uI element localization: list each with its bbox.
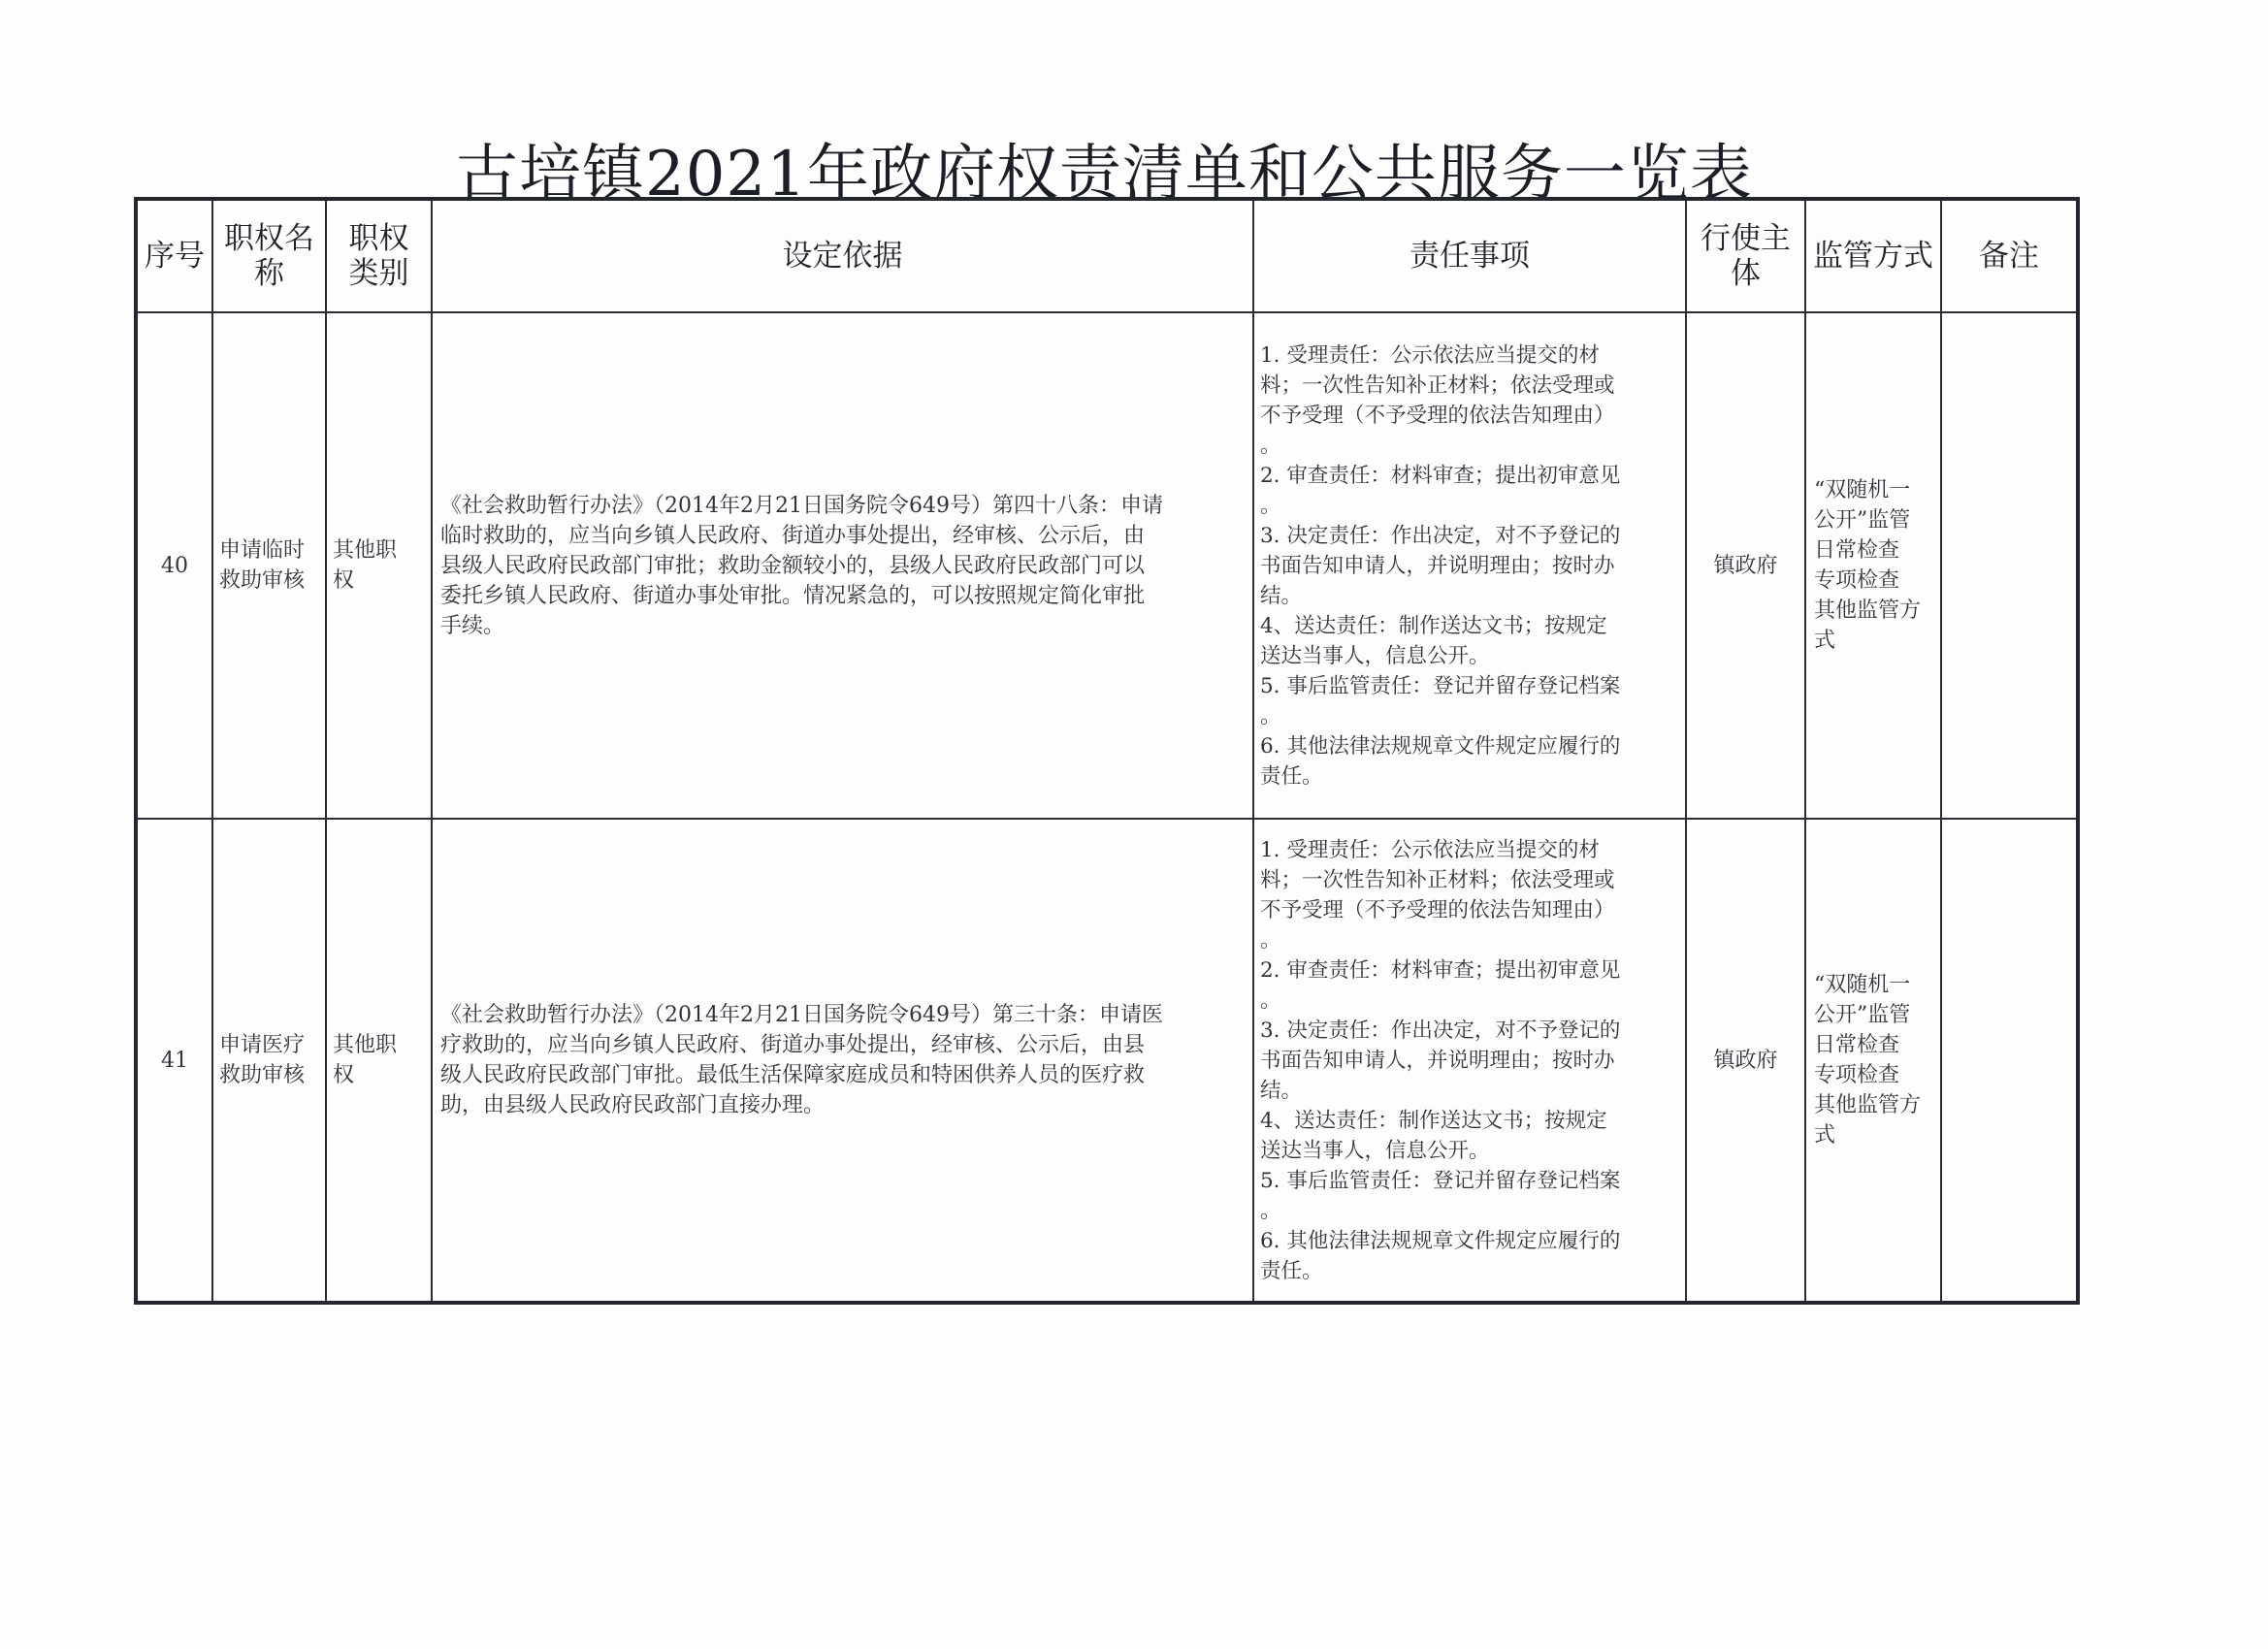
power-category-line: 权 [333, 1063, 355, 1087]
responsibility-line: 不予受理（不予受理的依法告知理由） [1260, 403, 1615, 428]
responsibility-line: 6. 其他法律法规规章文件规定应履行的 [1260, 1228, 1621, 1253]
seq-cell: 41 [136, 819, 212, 1303]
supervision-line: 式 [1814, 629, 1836, 653]
header-supervision: 监管方式 [1805, 199, 1941, 312]
responsibility-line: 4、送达责任：制作送达文书；按规定 [1260, 1108, 1607, 1133]
header-responsibility: 责任事项 [1253, 199, 1686, 312]
supervision-line: 其他监管方 [1814, 1093, 1922, 1117]
legal-basis-line: 手续。 [440, 613, 505, 638]
table-header-row [136, 199, 2078, 312]
power-name-line: 救助审核 [219, 568, 306, 593]
responsibility-cell [1253, 312, 1686, 819]
responsibility-line: 送达当事人，信息公开。 [1260, 1138, 1490, 1163]
legal-basis-cell [432, 312, 1253, 819]
legal-basis-line: 《社会救助暂行办法》（2014年2月21日国务院令649号）第三十条：申请医 [440, 1003, 1163, 1027]
power-name-line: 申请临时 [219, 538, 306, 563]
header-subject [1686, 199, 1805, 312]
legal-basis-line: 疗救助的，应当向乡镇人民政府、街道办事处提出，经审核、公示后，由县 [440, 1033, 1146, 1057]
power-category-cell [326, 819, 432, 1303]
supervision-line: 专项检查 [1814, 1063, 1900, 1087]
supervision-line: 日常检查 [1814, 1033, 1900, 1057]
responsibility-line: 料；一次性告知补正材料；依法受理或 [1260, 372, 1615, 398]
header-subject-line: 行使主 [1701, 221, 1791, 256]
power-category-line: 其他职 [333, 1033, 398, 1057]
responsibility-line: 不予受理（不予受理的依法告知理由） [1260, 897, 1615, 922]
legal-basis-line: 县级人民政府民政部门审批；救助金额较小的，县级人民政府民政部门可以 [440, 553, 1146, 578]
legal-basis-line: 级人民政府民政部门审批。最低生活保障家庭成员和特困供养人员的医疗救 [440, 1063, 1146, 1087]
supervision-method-cell [1805, 819, 1941, 1303]
document-title: 古培镇2021年政府权责清单和公共服务一览表 [456, 139, 1753, 210]
supervision-line: 公开”监管 [1814, 508, 1911, 533]
power-name-cell [212, 819, 326, 1303]
responsibility-line: 1. 受理责任：公示依法应当提交的材 [1260, 342, 1600, 368]
supervision-line: 其他监管方 [1814, 598, 1922, 623]
responsibility-line: 5. 事后监管责任：登记并留存登记档案 [1260, 673, 1621, 698]
legal-basis-line: 临时救助的，应当向乡镇人民政府、街道办事处提出，经审核、公示后，由 [440, 523, 1146, 548]
responsibility-line: 责任。 [1260, 1258, 1323, 1283]
supervision-line: “双随机一 [1814, 973, 1911, 997]
responsibility-line: 书面告知申请人，并说明理由；按时办 [1260, 1048, 1615, 1073]
responsibility-line: 。 [1260, 987, 1281, 1013]
responsibility-line: 。 [1260, 1198, 1281, 1223]
header-subject-line: 体 [1731, 256, 1761, 291]
responsibility-line: 3. 决定责任：作出决定，对不予登记的 [1260, 523, 1621, 548]
executing-subject-cell: 镇政府 [1686, 312, 1805, 819]
power-responsibility-table [134, 197, 2080, 1305]
responsibility-line: 4、送达责任：制作送达文书；按规定 [1260, 613, 1607, 638]
header-seq: 序号 [136, 199, 212, 312]
responsibility-line: 3. 决定责任：作出决定，对不予登记的 [1260, 1018, 1621, 1043]
legal-basis-cell [432, 819, 1253, 1303]
power-category-line: 其他职 [333, 538, 398, 563]
seq-cell: 40 [136, 312, 212, 819]
supervision-line: 专项检查 [1814, 568, 1900, 593]
responsibility-line: 料；一次性告知补正材料；依法受理或 [1260, 867, 1615, 892]
responsibility-line: 。 [1260, 493, 1281, 518]
power-category-cell [326, 312, 432, 819]
header-category-line: 职权 [348, 221, 409, 256]
remarks-cell [1941, 819, 2078, 1303]
header-name-line: 称 [254, 256, 284, 291]
responsibility-line: 。 [1260, 433, 1281, 458]
table-row [136, 819, 2078, 1303]
legal-basis-line: 《社会救助暂行办法》（2014年2月21日国务院令649号）第四十八条：申请 [440, 493, 1163, 518]
responsibility-line: 送达当事人，信息公开。 [1260, 643, 1490, 668]
header-name-line: 职权名 [224, 221, 314, 256]
responsibility-line: 2. 审查责任：材料审查；提出初审意见 [1260, 957, 1621, 983]
responsibility-line: 6. 其他法律法规规章文件规定应履行的 [1260, 733, 1621, 759]
legal-basis-line: 委托乡镇人民政府、街道办事处审批。情况紧急的，可以按照规定简化审批 [440, 583, 1146, 608]
responsibility-cell [1253, 819, 1686, 1303]
responsibility-line: 书面告知申请人，并说明理由；按时办 [1260, 553, 1615, 578]
responsibility-line: 结。 [1260, 1078, 1303, 1103]
supervision-line: “双随机一 [1814, 478, 1911, 502]
remarks-cell [1941, 312, 2078, 819]
supervision-method-cell [1805, 312, 1941, 819]
power-name-cell [212, 312, 326, 819]
supervision-line: 日常检查 [1814, 538, 1900, 563]
legal-basis-line: 助，由县级人民政府民政部门直接办理。 [440, 1093, 826, 1117]
responsibility-line: 1. 受理责任：公示依法应当提交的材 [1260, 837, 1600, 862]
responsibility-line: 。 [1260, 927, 1281, 953]
power-name-line: 申请医疗 [219, 1033, 306, 1057]
power-name-line: 救助审核 [219, 1063, 306, 1087]
table-row [136, 312, 2078, 819]
supervision-line: 公开”监管 [1814, 1003, 1911, 1027]
power-category-line: 权 [333, 568, 355, 593]
header-category [326, 199, 432, 312]
responsibility-line: 5. 事后监管责任：登记并留存登记档案 [1260, 1168, 1621, 1193]
responsibility-line: 。 [1260, 703, 1281, 728]
supervision-line: 式 [1814, 1123, 1836, 1148]
header-basis: 设定依据 [432, 199, 1253, 312]
header-name [212, 199, 326, 312]
responsibility-line: 责任。 [1260, 763, 1323, 789]
responsibility-line: 结。 [1260, 583, 1303, 608]
header-remarks: 备注 [1941, 199, 2078, 312]
executing-subject-cell: 镇政府 [1686, 819, 1805, 1303]
responsibility-line: 2. 审查责任：材料审查；提出初审意见 [1260, 463, 1621, 488]
header-category-line: 类别 [348, 256, 409, 291]
